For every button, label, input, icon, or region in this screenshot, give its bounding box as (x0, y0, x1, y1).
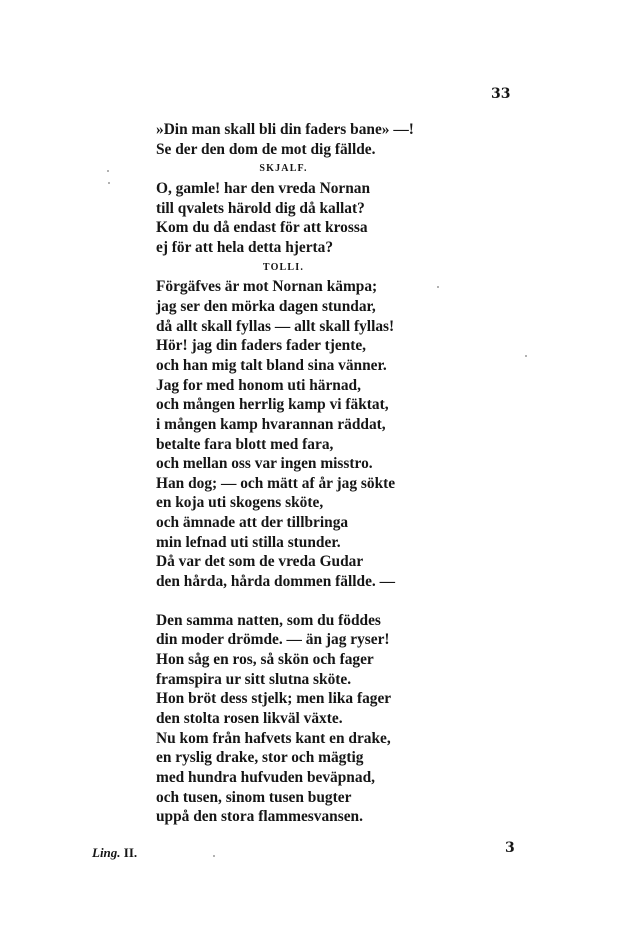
verse-line: Hon såg en ros, så skön och fager (156, 651, 374, 669)
verse-line: och ämnade att der tillbringa (156, 514, 349, 532)
verse-line: och mellan oss var ingen misstro. (156, 455, 373, 473)
verse-line: en ryslig drake, stor och mägtig (156, 749, 364, 767)
stanza-break (156, 592, 456, 611)
verse-line: Förgäfves är mot Nornan kämpa; (156, 278, 378, 296)
verse-line: Hon bröt dess stjelk; men lika fager (156, 690, 392, 708)
verse-line: och han mig talt bland sina vänner. (156, 356, 387, 374)
speaker-skjalf: SKJALF. (259, 163, 308, 175)
signature-mark (92, 845, 137, 861)
verse-line: betalte fara blott med fara, (156, 435, 334, 453)
verse-line: uppå den stora flammesvansen. (156, 808, 363, 826)
speech-tolli (156, 277, 456, 827)
scan-speck (525, 355, 527, 357)
verse-line: framspira ur sitt slutna sköte. (156, 670, 352, 688)
signature-author: Ling. (92, 845, 121, 860)
signature-volume: II. (123, 845, 138, 860)
speech-skjalf (156, 179, 456, 258)
verse-line: ej för att hela detta hjerta? (156, 238, 334, 256)
verse-line: Kom du då endast för att krossa (156, 219, 368, 237)
speaker-tolli: TOLLI. (262, 261, 305, 273)
poem-text (156, 120, 456, 827)
verse-line: i mången kamp hvarannan räddat, (156, 415, 386, 433)
verse-line: Se der den dom de mot dig fällde. (156, 140, 376, 158)
verse-line: »Din man skall bli din faders bane» —! (156, 121, 414, 138)
verse-line: och mången herrlig kamp vi fäktat, (156, 396, 389, 414)
verse-line: med hundra hufvuden beväpnad, (156, 769, 375, 786)
scan-speck (108, 182, 110, 184)
verse-line: jag ser den mörka dagen stundar, (156, 297, 376, 315)
opening-lines (156, 120, 456, 159)
verse-line: Hör! jag din faders fader tjente, (156, 337, 367, 355)
page-number: 33 (491, 86, 511, 102)
verse-line: och tusen, sinom tusen bugter (156, 788, 352, 806)
verse-line: till qvalets härold dig då kallat? (156, 199, 365, 217)
scan-speck (213, 855, 215, 857)
verse-line: Han dog; — och mätt af år jag sökte (156, 474, 396, 492)
verse-line: en koja uti skogens sköte, (156, 494, 324, 512)
verse-line: Då var det som de vreda Gudar (156, 553, 364, 571)
verse-line: din moder drömde. — än jag ryser! (156, 631, 390, 649)
verse-line: min lefnad uti stilla stunder. (156, 533, 341, 551)
verse-line: Jag for med honom uti härnad, (156, 376, 361, 394)
verse-line: Nu kom från hafvets kant en drake, (156, 729, 391, 747)
verse-line: då allt skall fyllas — allt skall fyllas! (156, 317, 395, 335)
verse-line: den hårda, hårda dommen fällde. — (156, 573, 396, 591)
sheet-number: 3 (505, 840, 515, 856)
scan-speck (107, 170, 109, 172)
verse-line: Den samma natten, som du föddes (156, 611, 381, 629)
verse-line: den stolta rosen likväl växte. (156, 710, 343, 728)
verse-line: O, gamle! har den vreda Nornan (156, 179, 371, 197)
scan-speck (437, 286, 439, 288)
